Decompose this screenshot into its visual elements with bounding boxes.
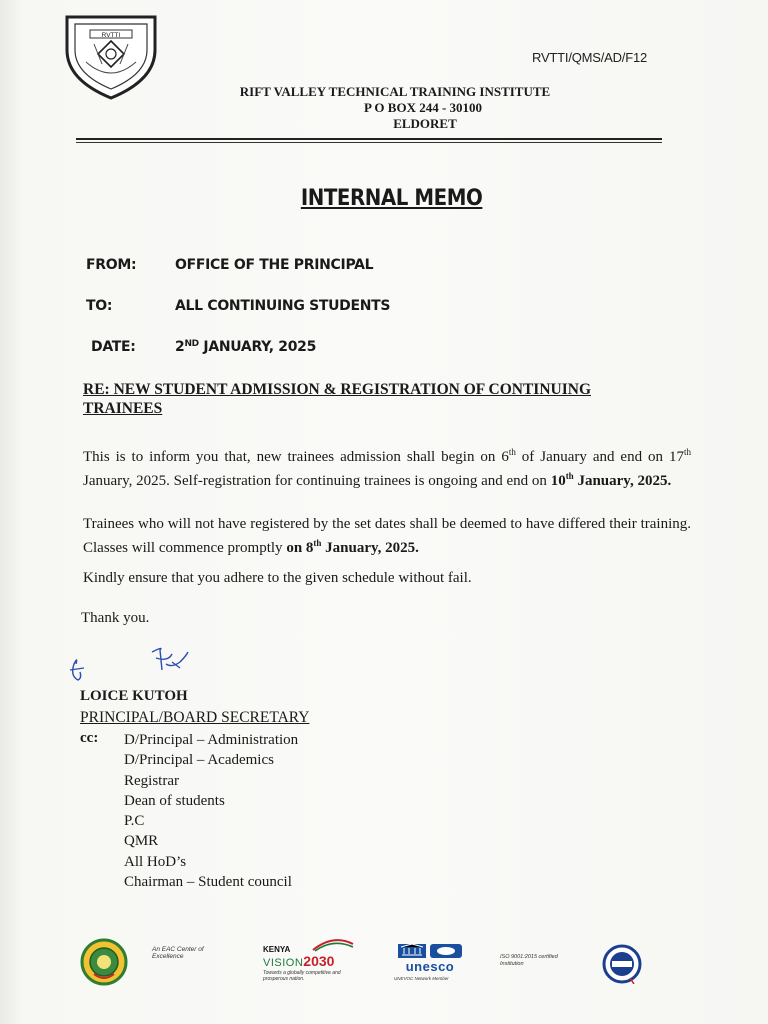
from-value: OFFICE OF THE PRINCIPAL	[175, 257, 374, 273]
header-divider	[76, 138, 662, 140]
signatory-name: LOICE KUTOH	[80, 688, 188, 704]
institution-address: P O BOX 244 - 30100	[363, 100, 483, 115]
p1-sup-1: th	[508, 447, 516, 457]
signatory-title: PRINCIPAL/BOARD SECRETARY	[80, 709, 310, 726]
document-reference-code: RVTTI/QMS/AD/F12	[532, 50, 648, 65]
handwritten-signature-icon	[68, 642, 198, 692]
date-suffix: ND	[184, 339, 199, 349]
p2-bold-1: on 8	[286, 540, 314, 556]
closing-text: Thank you.	[81, 610, 150, 626]
p1-text-2: of January and end on 17	[515, 449, 684, 465]
paragraph-2	[83, 515, 691, 558]
institution-header	[150, 84, 640, 132]
iso-certification-seal-icon	[600, 944, 644, 984]
cc-item: Dean of students	[124, 792, 225, 809]
cc-list	[124, 730, 364, 892]
cc-label: cc:	[80, 730, 99, 746]
to-value: ALL CONTINUING STUDENTS	[175, 298, 391, 314]
paragraph-1	[83, 443, 691, 491]
institution-name: RIFT VALLEY TECHNICAL TRAINING INSTITUTE	[239, 84, 551, 99]
footer-logos	[70, 932, 670, 992]
p1-bold-1: 10	[550, 473, 566, 489]
unesco-subtext: UNEVOC Network Member	[394, 976, 449, 981]
eac-text: An EAC Center of Excellence	[152, 946, 204, 960]
cc-item: Registrar	[124, 772, 179, 789]
p1-text-3: January, 2025. Self-registration for continuing trainees is ongoing and end on	[83, 473, 551, 489]
iso-text: ISO 9001:2015 certified Institution	[500, 954, 558, 967]
vision-tagline: Towards a globally competitive and prosperous nation.	[263, 970, 341, 982]
date-label: DATE:	[91, 339, 136, 355]
date-value	[175, 339, 316, 355]
date-day: 2	[175, 339, 185, 355]
vision-text: VISION	[263, 957, 304, 969]
unesco-logo	[392, 942, 468, 984]
p1-sup-2: th	[683, 447, 691, 457]
institution-town: ELDORET	[393, 116, 457, 131]
paragraph-3: Kindly ensure that you adhere to the given schedule without fail.	[83, 570, 472, 586]
kenya-vision-logo	[263, 946, 363, 986]
vision-label: KENYA	[263, 945, 291, 954]
header-divider-thin	[76, 142, 662, 143]
p2-bold-date	[286, 540, 419, 556]
date-rest: JANUARY, 2025	[198, 339, 317, 355]
memo-title: INTERNAL MEMO	[300, 186, 483, 211]
cc-item: P.C	[124, 813, 145, 830]
unesco-text: unesco	[405, 959, 455, 974]
from-label: FROM:	[86, 257, 137, 273]
cc-item: All HoD’s	[124, 853, 187, 870]
p1-bold-date	[551, 473, 672, 489]
cc-item: D/Principal – Administration	[124, 732, 299, 748]
memo-subject: RE: NEW STUDENT ADMISSION & REGISTRATION OF CONTINUING TRAINEES	[83, 381, 592, 417]
p2-bold-sup: th	[313, 538, 322, 548]
p2-bold-2: January, 2025.	[321, 540, 419, 556]
p1-bold-2: January, 2025.	[573, 473, 672, 489]
unesco-temple-icon	[398, 944, 462, 958]
eac-seal-icon	[80, 938, 128, 986]
to-label: TO:	[86, 298, 113, 314]
cc-item: Chairman – Student council	[124, 874, 292, 891]
vision-wordmark	[263, 954, 363, 970]
p1-text-1: This is to inform you that, new trainees admission shall begin on 6	[83, 449, 509, 465]
p1-bold-sup: th	[565, 471, 574, 481]
vision-year: 2030	[303, 953, 335, 969]
vision-swoosh-icon	[311, 938, 355, 952]
institute-crest-icon	[64, 14, 158, 100]
cc-item: QMR	[124, 833, 159, 850]
cc-item: D/Principal – Academics	[124, 752, 274, 769]
p2-text-1: Trainees who will not have registered by the set dates shall be deemed to have differed their training. Classes will commence promptly	[83, 516, 691, 556]
crest-text: RVTTI	[101, 32, 121, 39]
